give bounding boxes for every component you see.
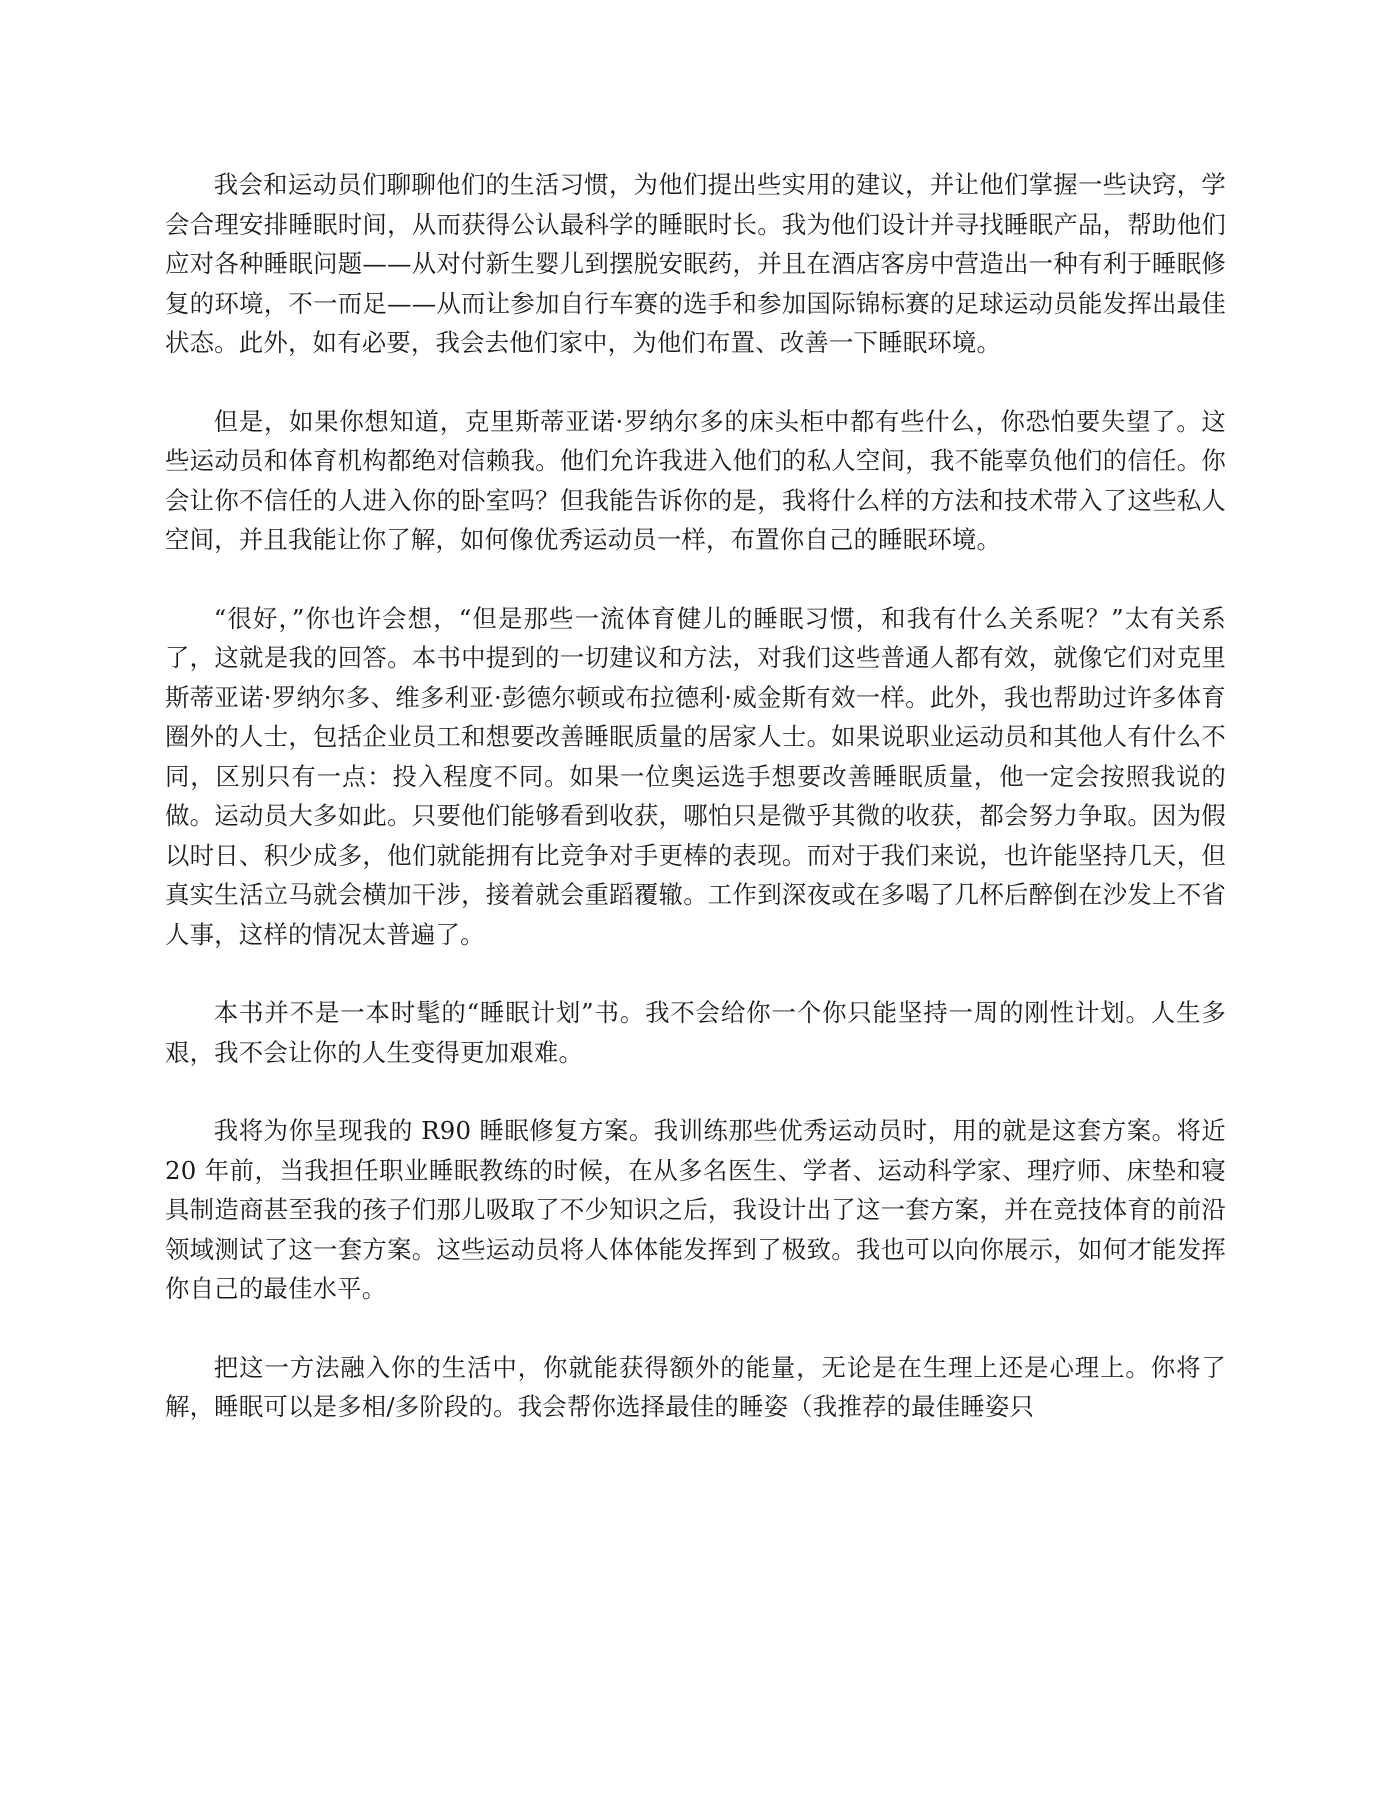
paragraph-1: 我会和运动员们聊聊他们的生活习惯，为他们提出些实用的建议，并让他们掌握一些诀窍，学会合理安排睡眠时间，从而获得公认最科学的睡眠时长。我为他们设计并寻找睡眠产品，帮助他们应对各种睡眠问题——从对付新生婴儿到摆脱安眠药，并且在酒店客房中营造出一种有利于睡眠修复的环境，不一而足——从而让参加自行车赛的选手和参加国际锦标赛的足球运动员能发挥出最佳状态。此外，如有必要，我会去他们家中，为他们布置、改善一下睡眠环境。 [165, 170, 1226, 357]
paragraph-4: 本书并不是一本时髦的“睡眠计划”书。我不会给你一个你只能坚持一周的刚性计划。人生多艰，我不会让你的人生变得更加艰难。 [165, 998, 1226, 1067]
paragraph-2: 但是，如果你想知道，克里斯蒂亚诺·罗纳尔多的床头柜中都有些什么，你恐怕要失望了。这些运动员和体育机构都绝对信赖我。他们允许我进入他们的私人空间，我不能辜负他们的信任。你会让你不信任的人进入你的卧室吗？但我能告诉你的是，我将什么样的方法和技术带入了这些私人空间，并且我能让你了解，如何像优秀运动员一样，布置你自己的睡眠环境。 [165, 406, 1226, 554]
paragraph-3: “很好，”你也许会想，“但是那些一流体育健儿的睡眠习惯，和我有什么关系呢？”太有关系了，这就是我的回答。本书中提到的一切建议和方法，对我们这些普通人都有效，就像它们对克里斯蒂亚诺·罗纳尔多、维多利亚·彭德尔顿或布拉德利·威金斯有效一样。此外，我也帮助过许多体育圈外的人士，包括企业员工和想要改善睡眠质量的居家人士。如果说职业运动员和其他人有什么不同，区别只有一点：投入程度不同。如果一位奥运选手想要改善睡眠质量，他一定会按照我说的做。运动员大多如此。只要他们能够看到收获，哪怕只是微乎其微的收获，都会努力争取。因为假以时日、积少成多，他们就能拥有比竞争对手更棒的表现。而对于我们来说，也许能坚持几天，但真实生活立马就会横加干涉，接着就会重蹈覆辙。工作到深夜或在多喝了几杯后醉倒在沙发上不省人事，这样的情况太普遍了。 [165, 603, 1226, 949]
paragraph-6: 把这一方法融入你的生活中，你就能获得额外的能量，无论是在生理上还是心理上。你将了解，睡眠可以是多相/多阶段的。我会帮你选择最佳的睡姿（我推荐的最佳睡姿只 [165, 1352, 1226, 1421]
paragraph-5: 我将为你呈现我的 R90 睡眠修复方案。我训练那些优秀运动员时，用的就是这套方案。将近 20 年前，当我担任职业睡眠教练的时候，在从多名医生、学者、运动科学家、理疗师、床垫和寝具制造商甚至我的孩子们那儿吸取了不少知识之后，我设计出了这一套方案，并在竞技体育的前沿领域测试了这一套方案。这些运动员将人体体能发挥到了极致。我也可以向你展示，如何才能发挥你自己的最佳水平。 [165, 1116, 1226, 1303]
